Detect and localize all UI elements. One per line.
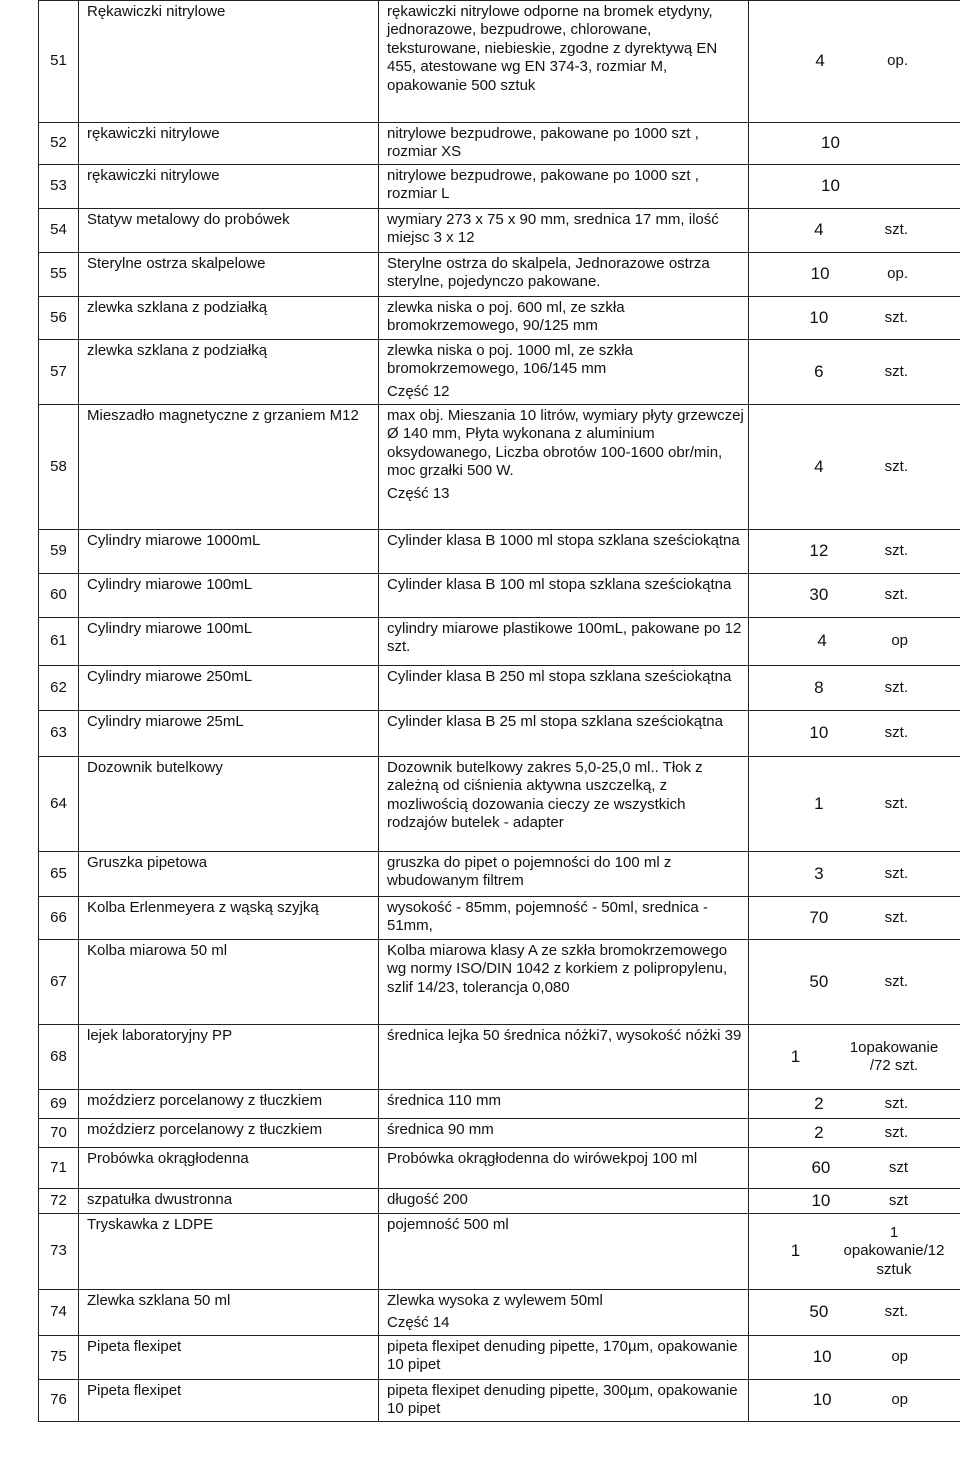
row-number: 74 bbox=[50, 1303, 67, 1321]
quantity-value: 3 bbox=[814, 863, 824, 883]
quantity-unit: szt. bbox=[884, 362, 908, 380]
table-row bbox=[39, 405, 960, 530]
quantity-unit: szt. bbox=[884, 1094, 908, 1112]
table-row bbox=[39, 897, 960, 940]
item-name-cell bbox=[79, 852, 379, 897]
row-number-cell bbox=[39, 897, 79, 940]
item-description-cell bbox=[379, 852, 749, 897]
quantity-value: 10 bbox=[821, 133, 840, 153]
quantity-value: 60 bbox=[811, 1157, 831, 1177]
item-name-cell bbox=[79, 530, 379, 574]
item-description-cell bbox=[379, 297, 749, 340]
row-number-cell bbox=[39, 1148, 79, 1189]
item-description: nitrylowe bezpudrowe, pakowane po 1000 szt , rozmiar L bbox=[387, 167, 699, 203]
quantity-cell bbox=[749, 1025, 960, 1090]
item-description-cell bbox=[379, 1214, 749, 1290]
row-number: 70 bbox=[50, 1123, 67, 1141]
items-table bbox=[38, 0, 960, 1422]
item-name-cell bbox=[79, 1290, 379, 1336]
quantity-cell bbox=[749, 711, 960, 757]
quantity-cell bbox=[749, 618, 960, 666]
item-name: Pipeta flexipet bbox=[87, 1337, 182, 1355]
quantity-value: 50 bbox=[809, 971, 829, 991]
item-description-cell bbox=[379, 1379, 749, 1421]
item-name-cell bbox=[79, 1379, 379, 1421]
quantity-cell bbox=[749, 1189, 960, 1214]
item-name: rękawiczki nitrylowe bbox=[87, 167, 220, 184]
row-number: 54 bbox=[50, 221, 67, 239]
section-part-label: Część 13 bbox=[387, 484, 450, 502]
quantity-value: 1 bbox=[790, 1046, 801, 1066]
item-name-cell bbox=[79, 1119, 379, 1148]
row-number-cell bbox=[39, 1379, 79, 1421]
row-number-cell bbox=[39, 711, 79, 757]
table-row bbox=[39, 340, 960, 405]
quantity-value: 2 bbox=[814, 1093, 824, 1113]
table-row bbox=[39, 1214, 960, 1290]
quantity-unit: op bbox=[891, 1391, 908, 1409]
item-description-cell bbox=[379, 1148, 749, 1189]
row-number-cell bbox=[39, 340, 79, 405]
quantity-unit: szt. bbox=[884, 972, 908, 990]
item-description: nitrylowe bezpudrowe, pakowane po 1000 szt , rozmiar XS bbox=[387, 125, 699, 161]
item-name: Dozownik butelkowy bbox=[87, 759, 223, 776]
item-name-cell bbox=[79, 1025, 379, 1090]
quantity-unit: op. bbox=[887, 52, 908, 70]
row-number: 63 bbox=[50, 724, 67, 742]
quantity-value: 2 bbox=[814, 1122, 824, 1142]
quantity-unit: szt. bbox=[884, 221, 908, 239]
item-name-cell bbox=[79, 940, 379, 1025]
table-row bbox=[39, 1119, 960, 1148]
quantity-cell bbox=[749, 1, 960, 123]
row-number-cell bbox=[39, 1214, 79, 1290]
item-name: moździerz porcelanowy z tłuczkiem bbox=[87, 1121, 323, 1138]
table-row bbox=[39, 1189, 960, 1214]
quantity-cell bbox=[749, 897, 960, 940]
quantity-value: 4 bbox=[817, 631, 827, 651]
item-description: Cylinder klasa B 250 ml stopa szklana sześciokątna bbox=[387, 668, 732, 685]
table-row bbox=[39, 165, 960, 209]
quantity-value: 10 bbox=[812, 1347, 832, 1367]
quantity-unit: szt. bbox=[884, 1123, 908, 1141]
row-number-cell bbox=[39, 1335, 79, 1379]
quantity-value: 50 bbox=[809, 1302, 829, 1322]
item-name-cell bbox=[79, 1090, 379, 1119]
row-number-cell bbox=[39, 757, 79, 852]
quantity-unit: szt. bbox=[884, 308, 908, 326]
item-name: Pipeta flexipet bbox=[87, 1381, 182, 1399]
item-description: Sterylne ostrza do skalpela, Jednorazowe ostrza sterylne, pojedynczo pakowane. bbox=[387, 255, 710, 291]
quantity-value: 10 bbox=[810, 264, 830, 284]
section-part-label: Część 14 bbox=[387, 1314, 450, 1332]
quantity-value: 4 bbox=[815, 51, 825, 71]
row-number: 66 bbox=[50, 908, 67, 926]
item-name: Tryskawka z LDPE bbox=[87, 1216, 214, 1233]
item-name: Cylindry miarowe 250mL bbox=[87, 668, 253, 685]
row-number: 61 bbox=[50, 632, 67, 650]
table-row bbox=[39, 123, 960, 165]
quantity-value: 30 bbox=[809, 585, 829, 605]
item-name-cell bbox=[79, 405, 379, 530]
row-number: 57 bbox=[50, 362, 67, 380]
item-description-cell bbox=[379, 666, 749, 711]
item-name: Mieszadło magnetyczne z grzaniem M12 bbox=[87, 407, 359, 424]
item-description: rękawiczki nitrylowe odporne na bromek etydyny, jednorazowe, bezpudrowe, chlorowane, teksturowane, niebieskie, zgodne z dyrektywą EN 455, atestowane wg EN 374-3, rozmiar M, opakowanie 500 sztuk bbox=[387, 3, 718, 94]
table-row bbox=[39, 1090, 960, 1119]
quantity-unit: szt. bbox=[884, 908, 908, 926]
item-description: wymiary 273 x 75 x 90 mm, srednica 17 mm, ilość miejsc 3 x 12 bbox=[387, 211, 719, 247]
item-description: średnica 110 mm bbox=[387, 1092, 501, 1109]
item-description: Kolba miarowa klasy A ze szkła bromokrzemowego wg normy ISO/DIN 1042 z korkiem z polipropylenu, szlif 14/23, tolerancja 0,080 bbox=[387, 942, 728, 996]
quantity-cell bbox=[749, 530, 960, 574]
table-row bbox=[39, 1, 960, 123]
quantity-cell bbox=[749, 852, 960, 897]
quantity-cell bbox=[749, 940, 960, 1025]
item-name-cell bbox=[79, 297, 379, 340]
item-description: Cylinder klasa B 1000 ml stopa szklana sześciokątna bbox=[387, 532, 740, 549]
table-row bbox=[39, 852, 960, 897]
item-description: długość 200 bbox=[387, 1191, 468, 1208]
item-name-cell bbox=[79, 1148, 379, 1189]
item-description-cell bbox=[379, 618, 749, 666]
quantity-value: 1 bbox=[814, 793, 824, 813]
quantity-unit: 1opakowanie /72 szt. bbox=[849, 1038, 939, 1074]
item-description: max obj. Mieszania 10 litrów, wymiary płyty grzewczej Ø 140 mm, Płyta wykonana z aluminium oksydowanego, Liczba obrotów 100-1600 obr/min, moc grzałki 500 W. bbox=[387, 407, 744, 480]
row-number: 67 bbox=[50, 972, 67, 990]
item-description: pipeta flexipet denuding pipette, 300µm, opakowanie 10 pipet bbox=[387, 1381, 738, 1418]
item-name-cell bbox=[79, 1189, 379, 1214]
item-name: Cylindry miarowe 100mL bbox=[87, 620, 253, 637]
table-row bbox=[39, 253, 960, 297]
row-number: 73 bbox=[50, 1242, 67, 1260]
row-number-cell bbox=[39, 297, 79, 340]
item-description-cell bbox=[379, 574, 749, 618]
item-description-cell bbox=[379, 757, 749, 852]
table-row bbox=[39, 1290, 960, 1336]
item-description-cell bbox=[379, 897, 749, 940]
item-description: wysokość - 85mm, pojemność - 50ml, srednica - 51mm, bbox=[387, 899, 708, 935]
item-name: Cylindry miarowe 100mL bbox=[87, 576, 253, 593]
item-name: szpatułka dwustronna bbox=[87, 1191, 233, 1208]
item-description: Cylinder klasa B 100 ml stopa szklana sześciokątna bbox=[387, 576, 732, 593]
item-name: Zlewka szklana 50 ml bbox=[87, 1292, 231, 1309]
item-name-cell bbox=[79, 123, 379, 165]
item-name-cell bbox=[79, 209, 379, 253]
table-row bbox=[39, 297, 960, 340]
quantity-value: 8 bbox=[814, 677, 824, 697]
item-name: Gruszka pipetowa bbox=[87, 854, 208, 871]
table-row bbox=[39, 530, 960, 574]
item-name: zlewka szklana z podziałką bbox=[87, 342, 268, 359]
item-name-cell bbox=[79, 574, 379, 618]
quantity-value: 4 bbox=[814, 220, 824, 240]
item-name: Rękawiczki nitrylowe bbox=[87, 3, 226, 20]
quantity-value: 10 bbox=[821, 176, 840, 196]
item-description: zlewka niska o poj. 600 ml, ze szkła bromokrzemowego, 90/125 mm bbox=[387, 299, 625, 335]
quantity-cell bbox=[749, 1148, 960, 1189]
quantity-cell bbox=[749, 1090, 960, 1119]
item-description-cell bbox=[379, 340, 749, 405]
table-row bbox=[39, 574, 960, 618]
quantity-value: 70 bbox=[809, 907, 829, 927]
row-number: 62 bbox=[50, 678, 67, 696]
table-row bbox=[39, 666, 960, 711]
row-number-cell bbox=[39, 666, 79, 711]
item-description: Probówka okrągłodenna do wirówekpoj 100 ml bbox=[387, 1150, 698, 1167]
row-number: 59 bbox=[50, 542, 67, 560]
item-description-cell bbox=[379, 1119, 749, 1148]
row-number-cell bbox=[39, 1119, 79, 1148]
row-number-cell bbox=[39, 1290, 79, 1336]
quantity-unit: szt. bbox=[884, 864, 908, 882]
item-description-cell bbox=[379, 123, 749, 165]
item-description: Zlewka wysoka z wylewem 50ml bbox=[387, 1292, 603, 1309]
row-number-cell bbox=[39, 852, 79, 897]
quantity-cell bbox=[749, 666, 960, 711]
item-description: pipeta flexipet denuding pipette, 170µm, opakowanie 10 pipet bbox=[387, 1337, 738, 1374]
quantity-value: 10 bbox=[811, 1190, 831, 1210]
row-number-cell bbox=[39, 209, 79, 253]
quantity-value: 4 bbox=[814, 456, 824, 476]
row-number-cell bbox=[39, 618, 79, 666]
item-description-cell bbox=[379, 1189, 749, 1214]
item-name: Kolba miarowa 50 ml bbox=[87, 942, 228, 959]
item-name-cell bbox=[79, 757, 379, 852]
item-description: zlewka niska o poj. 1000 ml, ze szkła bromokrzemowego, 106/145 mm bbox=[387, 342, 633, 378]
row-number: 60 bbox=[50, 586, 67, 604]
item-description-cell bbox=[379, 530, 749, 574]
item-name: Probówka okrągłodenna bbox=[87, 1150, 249, 1167]
item-description-cell bbox=[379, 940, 749, 1025]
quantity-cell bbox=[749, 757, 960, 852]
quantity-value: 12 bbox=[809, 541, 829, 561]
item-description-cell bbox=[379, 165, 749, 209]
quantity-cell bbox=[749, 1214, 960, 1290]
quantity-cell bbox=[749, 405, 960, 530]
items-table-body bbox=[39, 1, 960, 1422]
item-description-cell bbox=[379, 209, 749, 253]
row-number: 56 bbox=[50, 308, 67, 326]
quantity-value: 1 bbox=[790, 1241, 801, 1261]
item-name-cell bbox=[79, 165, 379, 209]
quantity-cell bbox=[749, 123, 960, 165]
item-name-cell bbox=[79, 666, 379, 711]
row-number-cell bbox=[39, 165, 79, 209]
table-row bbox=[39, 940, 960, 1025]
item-description-cell bbox=[379, 711, 749, 757]
row-number-cell bbox=[39, 405, 79, 530]
item-name: Cylindry miarowe 25mL bbox=[87, 713, 244, 730]
row-number: 75 bbox=[50, 1348, 67, 1366]
item-name: Kolba Erlenmeyera z wąską szyjką bbox=[87, 899, 319, 916]
row-number-cell bbox=[39, 1, 79, 123]
item-description-cell bbox=[379, 1090, 749, 1119]
quantity-cell bbox=[749, 340, 960, 405]
quantity-unit: szt bbox=[888, 1191, 908, 1209]
quantity-value: 10 bbox=[812, 1390, 832, 1410]
row-number-cell bbox=[39, 940, 79, 1025]
row-number: 72 bbox=[50, 1191, 67, 1209]
quantity-cell bbox=[749, 209, 960, 253]
item-name-cell bbox=[79, 711, 379, 757]
row-number: 76 bbox=[50, 1391, 67, 1409]
item-name: lejek laboratoryjny PP bbox=[87, 1027, 233, 1044]
quantity-unit: op. bbox=[887, 265, 908, 283]
section-part-label: Część 12 bbox=[387, 382, 450, 400]
item-description-cell bbox=[379, 1335, 749, 1379]
quantity-unit: szt bbox=[888, 1158, 908, 1176]
table-row bbox=[39, 1335, 960, 1379]
item-name: rękawiczki nitrylowe bbox=[87, 125, 220, 142]
item-name-cell bbox=[79, 1214, 379, 1290]
item-description: cylindry miarowe plastikowe 100mL, pakowane po 12 szt. bbox=[387, 620, 742, 656]
quantity-unit: szt. bbox=[884, 724, 908, 742]
quantity-unit: szt. bbox=[884, 542, 908, 560]
table-row bbox=[39, 1379, 960, 1421]
item-name-cell bbox=[79, 897, 379, 940]
item-name: moździerz porcelanowy z tłuczkiem bbox=[87, 1092, 323, 1109]
row-number-cell bbox=[39, 530, 79, 574]
row-number-cell bbox=[39, 1090, 79, 1119]
quantity-unit: op bbox=[891, 1348, 908, 1366]
item-description: średnica lejka 50 średnica nóżki7, wysokość nóżki 39 bbox=[387, 1027, 742, 1044]
table-row bbox=[39, 209, 960, 253]
table-row bbox=[39, 1025, 960, 1090]
row-number: 53 bbox=[50, 177, 67, 195]
item-description-cell bbox=[379, 1290, 749, 1336]
quantity-value: 10 bbox=[809, 307, 829, 327]
item-name: Sterylne ostrza skalpelowe bbox=[87, 255, 266, 272]
quantity-cell bbox=[749, 253, 960, 297]
row-number: 58 bbox=[50, 457, 67, 475]
item-name: zlewka szklana z podziałką bbox=[87, 299, 268, 316]
table-row bbox=[39, 711, 960, 757]
item-description-cell bbox=[379, 1, 749, 123]
item-description: średnica 90 mm bbox=[387, 1121, 494, 1138]
quantity-unit: szt. bbox=[884, 678, 908, 696]
item-description: gruszka do pipet o pojemności do 100 ml z wbudowanym filtrem bbox=[387, 854, 672, 890]
item-description-cell bbox=[379, 1025, 749, 1090]
row-number: 71 bbox=[50, 1158, 67, 1176]
item-name: Cylindry miarowe 1000mL bbox=[87, 532, 261, 549]
table-row bbox=[39, 1148, 960, 1189]
quantity-cell bbox=[749, 1379, 960, 1421]
item-name: Statyw metalowy do probówek bbox=[87, 211, 290, 228]
item-name-cell bbox=[79, 1, 379, 123]
row-number-cell bbox=[39, 253, 79, 297]
item-name-cell bbox=[79, 340, 379, 405]
quantity-cell bbox=[749, 1335, 960, 1379]
row-number-cell bbox=[39, 1189, 79, 1214]
table-row bbox=[39, 618, 960, 666]
table-row bbox=[39, 757, 960, 852]
item-description-cell bbox=[379, 405, 749, 530]
row-number: 52 bbox=[50, 134, 67, 152]
quantity-unit: szt. bbox=[884, 457, 908, 475]
row-number: 55 bbox=[50, 265, 67, 283]
item-name-cell bbox=[79, 1335, 379, 1379]
row-number-cell bbox=[39, 1025, 79, 1090]
quantity-unit: 1 opakowanie/12 sztuk bbox=[843, 1223, 945, 1278]
quantity-cell bbox=[749, 1119, 960, 1148]
quantity-value: 10 bbox=[809, 723, 829, 743]
item-description: pojemność 500 ml bbox=[387, 1216, 509, 1233]
row-number: 65 bbox=[50, 864, 67, 882]
row-number-cell bbox=[39, 574, 79, 618]
quantity-cell bbox=[749, 297, 960, 340]
row-number: 51 bbox=[50, 52, 67, 70]
quantity-unit: szt. bbox=[884, 1303, 908, 1321]
item-description: Dozownik butelkowy zakres 5,0-25,0 ml.. Tłok z zależną od ciśnienia aktywna uszczelką, z mozliwością dozowania cieczy ze wszystkich rodzajów butelek - adapter bbox=[387, 759, 703, 832]
quantity-cell bbox=[749, 574, 960, 618]
quantity-value: 6 bbox=[814, 361, 824, 381]
row-number-cell bbox=[39, 123, 79, 165]
quantity-cell bbox=[749, 1290, 960, 1336]
item-name-cell bbox=[79, 618, 379, 666]
quantity-unit: op bbox=[891, 632, 908, 650]
item-description-cell bbox=[379, 253, 749, 297]
item-description: Cylinder klasa B 25 ml stopa szklana sześciokątna bbox=[387, 713, 723, 730]
row-number: 69 bbox=[50, 1094, 67, 1112]
quantity-unit: szt. bbox=[884, 586, 908, 604]
row-number: 64 bbox=[50, 794, 67, 812]
item-name-cell bbox=[79, 253, 379, 297]
quantity-cell bbox=[749, 165, 960, 209]
row-number: 68 bbox=[50, 1047, 67, 1065]
quantity-unit: szt. bbox=[884, 794, 908, 812]
